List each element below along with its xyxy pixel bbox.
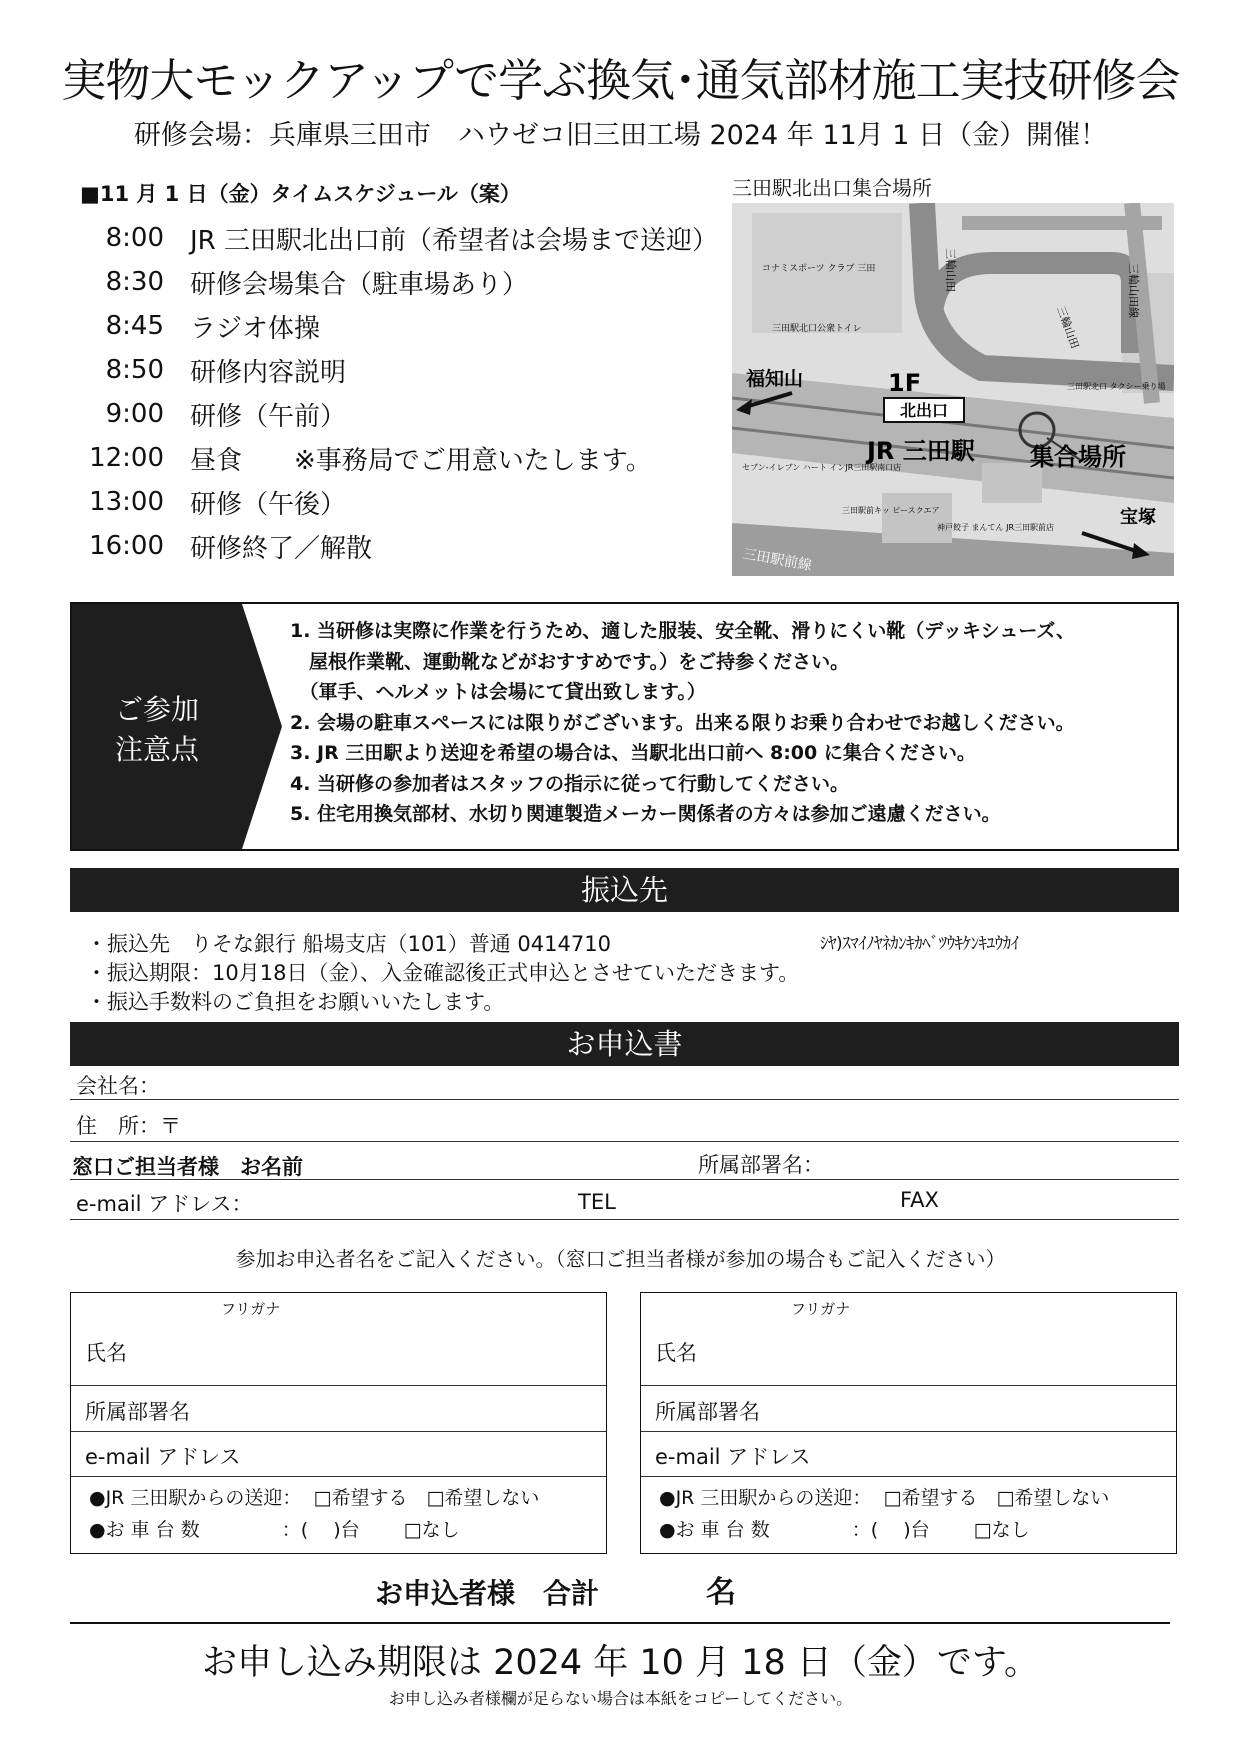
email-label: e-mail アドレス	[655, 1445, 811, 1469]
address-label: 住 所：〒	[76, 1114, 181, 1138]
department-label: 所属部署名：	[698, 1153, 824, 1177]
copy-note: お申し込み者様欄が足らない場合は本紙をコピーしてください。	[388, 1689, 853, 1708]
participant-instruction: 参加お申込者名をご記入ください。（窓口ご担当者様が参加の場合もご記入ください）	[235, 1247, 1006, 1271]
map-kobe-label: 神戸餃子 まんてん JR三田駅前店	[937, 523, 1055, 532]
schedule-text: ラジオ体操	[190, 313, 321, 344]
notice-box	[70, 602, 1179, 851]
map-kippie-label: 三田駅前キッ ピースクエア	[842, 506, 940, 515]
tel-label: TEL	[578, 1190, 616, 1214]
schedule-item	[80, 304, 720, 348]
schedule-text: 研修（午前）	[190, 401, 347, 432]
pickup-option[interactable]: ●JR 三田駅からの送迎： □希望する □希望しない	[89, 1487, 540, 1509]
page-subtitle: 研修会場：兵庫県三田市 ハウゼコ旧三田工場 2024 年 11月 1 日（金）開催！	[133, 120, 1108, 151]
map-floor-label: 1F	[888, 369, 922, 397]
schedule-time: 8:50	[105, 355, 164, 385]
map-sanwa2-label: 三輪山田線	[1127, 263, 1140, 318]
schedule-item	[80, 480, 720, 524]
notice-item: （軍手、ヘルメットは会場にて貸出致します。）	[290, 681, 706, 703]
schedule-time: 13:00	[89, 487, 164, 517]
page-title: 実物大モックアップで学ぶ換気･通気部材施工実技研修会	[61, 54, 1180, 107]
company-label: 会社名：	[76, 1074, 160, 1098]
notice-item: 屋根作業靴、運動靴などがおすすめです。）をご持参ください。	[290, 650, 850, 673]
schedule-item	[80, 348, 720, 392]
transfer-info	[86, 930, 799, 1017]
participant-dept-row[interactable]	[641, 1386, 1176, 1432]
schedule-text: JR 三田駅北出口前（希望者は会場まで送迎）	[190, 225, 718, 256]
schedule-heading: ■11 月 1 日（金）タイムスケジュール（案）	[80, 182, 521, 206]
map-caption: 三田駅北出口集合場所	[732, 176, 932, 200]
map-station-label: JR 三田駅	[867, 437, 975, 465]
transfer-account: ・振込先 りそな銀行 船場支店（101）普通 0414710	[86, 932, 611, 956]
furigana-label: フリガナ	[221, 1300, 281, 1318]
email-label: e-mail アドレス	[85, 1445, 241, 1469]
email-field[interactable]	[70, 1182, 1179, 1220]
map-exit-label: 北出口	[899, 401, 949, 420]
map-toilet-label: 三田駅北口公衆トイレ	[772, 324, 862, 334]
notice-item: 3. JR 三田駅より送迎を希望の場合は、当駅北出口前へ 8:00 に集合ください。	[290, 742, 976, 764]
map-konami-label: コナミスポーツ クラブ 三田	[762, 264, 876, 274]
participant-name-row[interactable]	[641, 1293, 1176, 1386]
map-sanwa3-label: 三輪山田	[1054, 304, 1082, 351]
participant-box	[640, 1292, 1177, 1554]
map-fukuchiyama-label: 福知山	[746, 368, 804, 390]
total-label: お申込者様 合計	[375, 1577, 600, 1610]
transfer-deadline: ・振込期限：10月18日（金）、入金確認後正式申込とさせていただきます。	[86, 961, 800, 985]
schedule-text: 研修終了／解散	[190, 533, 373, 564]
fax-label: FAX	[900, 1188, 939, 1212]
notice-list	[290, 616, 1170, 830]
map-road-label: 三田駅前線	[741, 546, 814, 575]
notice-label-line: ご参加	[114, 693, 199, 726]
dept-label: 所属部署名	[655, 1400, 760, 1424]
schedule-time: 8:00	[105, 223, 164, 253]
car-count-option[interactable]: ●お 車 台 数 ：( )台 □なし	[89, 1519, 460, 1541]
furigana-label: フリガナ	[791, 1300, 851, 1318]
company-field[interactable]	[70, 1068, 1179, 1100]
participant-dept-row[interactable]	[71, 1386, 606, 1432]
schedule-item	[80, 392, 720, 436]
name-label: 氏名	[655, 1341, 697, 1365]
map-graphic	[732, 203, 1174, 576]
participant-name-row[interactable]	[71, 1293, 606, 1386]
car-count-option[interactable]: ●お 車 台 数 ：( )台 □なし	[659, 1519, 1030, 1541]
schedule-time: 16:00	[89, 531, 164, 561]
transfer-heading: 振込先	[70, 868, 1179, 912]
schedule-item	[80, 524, 720, 568]
notice-item: 1. 当研修は実際に作業を行うため、適した服装、安全靴、滑りにくい靴（デッキシューズ、	[290, 620, 1075, 642]
dept-label: 所属部署名	[85, 1400, 190, 1424]
schedule-time: 8:30	[105, 267, 164, 297]
schedule-list	[80, 216, 720, 568]
station-map	[732, 203, 1174, 576]
map-seven-label: セブン-イレブン ハート インJR三田駅南口店	[742, 463, 902, 472]
contact-field[interactable]	[70, 1144, 1179, 1180]
total-unit: 名	[706, 1575, 736, 1610]
schedule-time: 12:00	[89, 443, 164, 473]
schedule-item	[80, 216, 720, 260]
notice-label-line: 注意点	[114, 733, 199, 766]
schedule-time: 9:00	[105, 399, 164, 429]
transfer-account-kana: ｼﾔ)ｽﾏｲﾉﾔﾈｶﾝｷｶﾍﾞﾂｳｷｹﾝｷﾕｳｶｲ	[820, 934, 1019, 954]
application-deadline: お申し込み期限は 2024 年 10 月 18 日（金）です。	[201, 1643, 1040, 1683]
notice-item: 2. 会場の駐車スペースには限りがございます。出来る限りお乗り合わせでお越しください。	[290, 711, 1075, 734]
participant-box	[70, 1292, 607, 1554]
notice-item: 5. 住宅用換気部材、水切り関連製造メーカー関係者の方々は参加ご遠慮ください。	[290, 803, 1001, 825]
schedule-item	[80, 436, 720, 480]
schedule-item	[80, 260, 720, 304]
notice-label	[72, 690, 242, 770]
schedule-text: 研修内容説明	[190, 357, 347, 388]
pickup-option[interactable]: ●JR 三田駅からの送迎： □希望する □希望しない	[659, 1487, 1110, 1509]
form-heading: お申込書	[70, 1022, 1179, 1066]
name-label: 氏名	[85, 1341, 127, 1365]
map-takarazuka-label: 宝塚	[1120, 507, 1156, 528]
transfer-fee: ・振込手数料のご負担をお願いいたします。	[86, 990, 505, 1014]
map-sanwa1-label: 三輪山田	[944, 248, 957, 292]
schedule-text: 研修会場集合（駐車場あり）	[190, 269, 529, 300]
schedule-text: 昼食 ※事務局でご用意いたします。	[190, 445, 652, 476]
notice-item: 4. 当研修の参加者はスタッフの指示に従って行動してください。	[290, 772, 850, 795]
address-field[interactable]	[70, 1102, 1179, 1142]
schedule-text: 研修（午後）	[190, 489, 347, 520]
participant-email-row[interactable]	[641, 1432, 1176, 1477]
map-meeting-label: 集合場所	[1030, 443, 1126, 471]
contact-name-label: 窓口ご担当者様 お名前	[72, 1155, 303, 1179]
participant-email-row[interactable]	[71, 1432, 606, 1477]
map-taxi-label: 三田駅北口 タクシー乗り場	[1067, 382, 1166, 391]
divider	[70, 1622, 1170, 1624]
email-label: e-mail アドレス：	[76, 1192, 253, 1216]
schedule-time: 8:45	[105, 311, 164, 341]
